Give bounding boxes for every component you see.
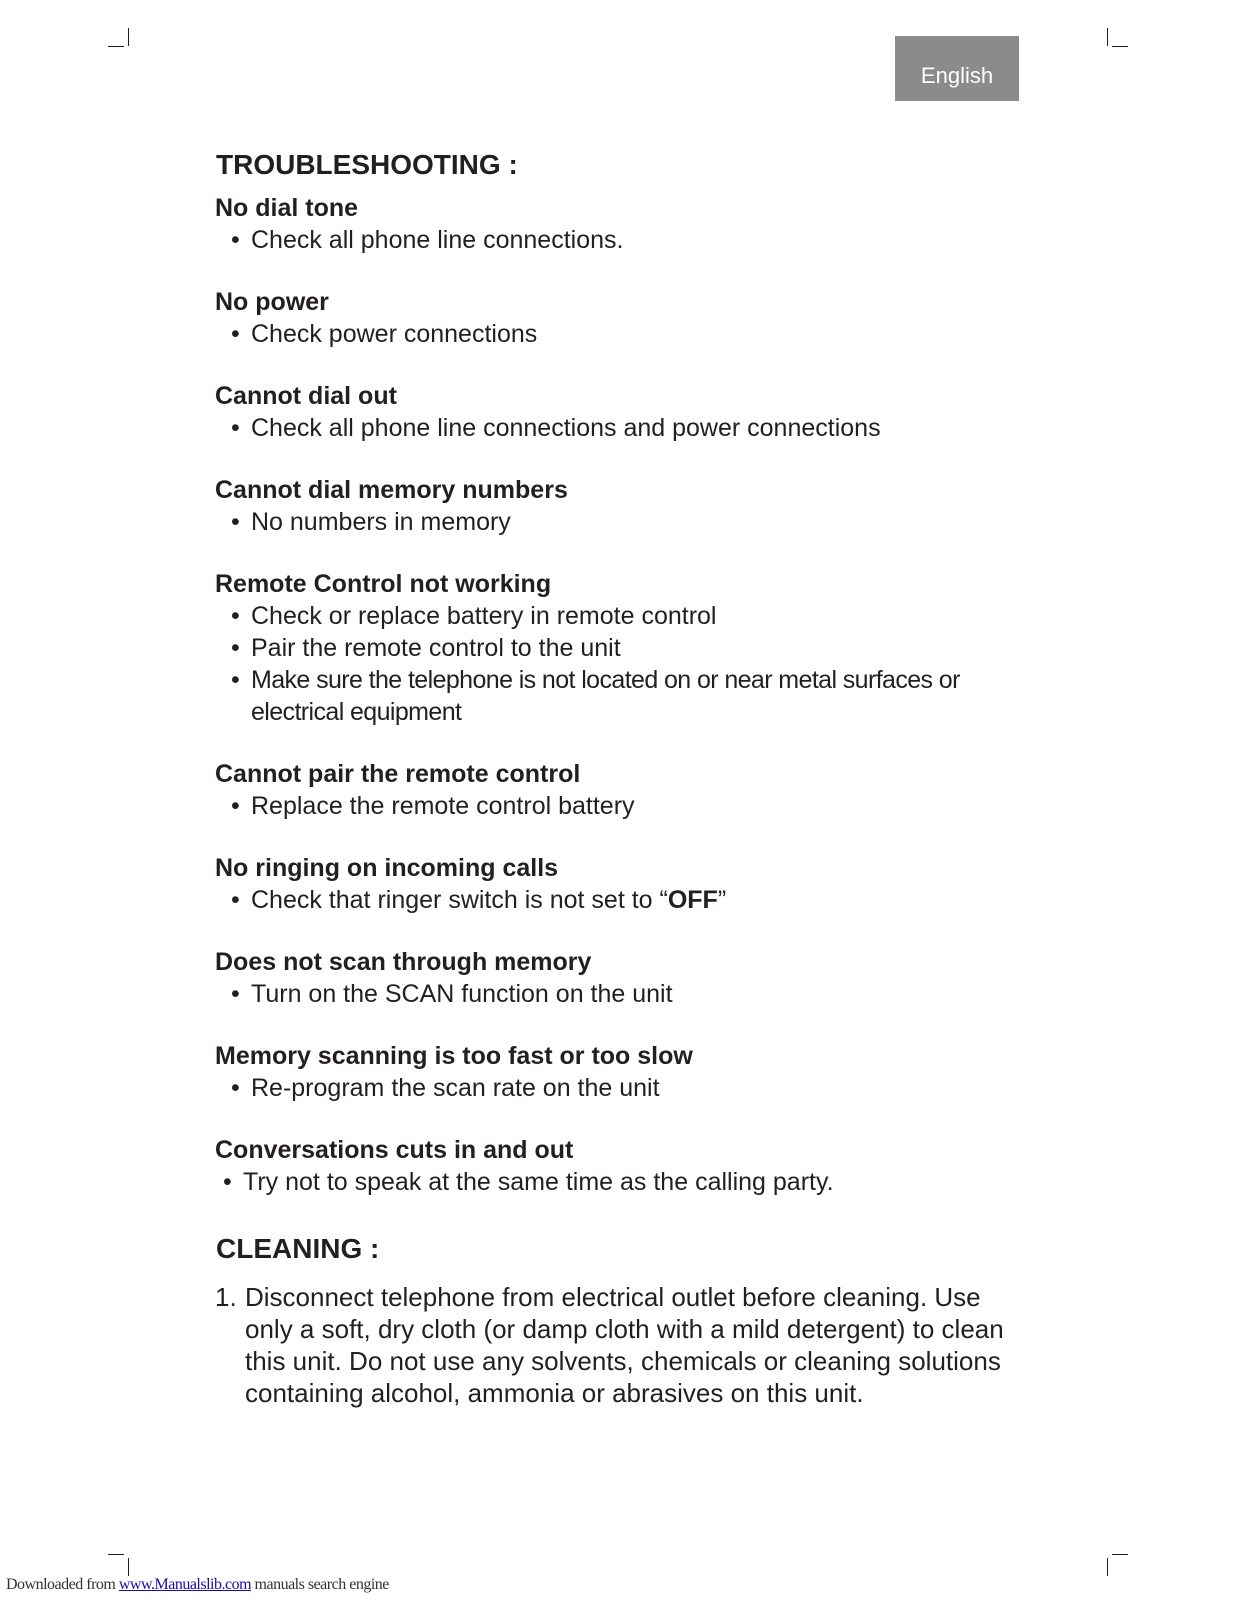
troubleshooting-section [215, 1134, 1035, 1198]
bullet-item: • Make sure the telephone is not located on or near metal surfaces or electrical equipment [231, 664, 1035, 728]
troubleshooting-section [215, 852, 1035, 916]
bullet-item: • Replace the remote control battery [231, 790, 1035, 822]
troubleshooting-section [215, 568, 1035, 728]
page-content [215, 147, 1035, 1409]
troubleshooting-section [215, 758, 1035, 822]
manualslib-link[interactable]: www.Manualslib.com [118, 1576, 252, 1593]
bullet-item: • Turn on the SCAN function on the unit [231, 978, 1035, 1010]
section-title: Memory scanning is too fast or too slow [215, 1042, 693, 1070]
bullet-list [215, 318, 1035, 350]
section-title: Conversations cuts in and out [215, 1136, 574, 1164]
footer-suffix: manuals search engine [251, 1576, 389, 1593]
section-title: No power [215, 288, 329, 316]
bullet-list [215, 978, 1035, 1010]
crop-mark-bottom-left-v [128, 1558, 129, 1576]
crop-mark-top-left-v [128, 28, 129, 46]
bullet-text-after: ” [717, 886, 727, 914]
bullet-item: • Pair the remote control to the unit [231, 632, 1035, 664]
bullet-list [215, 1166, 1035, 1198]
section-title: Does not scan through memory [215, 948, 592, 976]
section-title: Cannot pair the remote control [215, 760, 581, 788]
bullet-list [215, 412, 1035, 444]
troubleshooting-section [215, 946, 1035, 1010]
bullet-list [215, 1072, 1035, 1104]
bullet-text-before: Check that ringer switch is not set to “ [251, 886, 668, 914]
off-setting-label: OFF [667, 886, 718, 914]
section-title: Remote Control not working [215, 570, 552, 598]
section-title: Cannot dial out [215, 382, 397, 410]
troubleshooting-sections [215, 192, 1035, 1198]
troubleshooting-section [215, 192, 1035, 256]
step-text: Disconnect telephone from electrical outlet before cleaning. Use only a soft, dry cloth (or damp cloth with a mild detergent) to clean this unit. Do not use any solvents, chemicals or cleaning solutions containing alcohol, ammonia or abrasives on this unit. [245, 1282, 1004, 1408]
crop-mark-bottom-left-h [108, 1554, 124, 1555]
bullet-item: • Check power connections [231, 318, 1035, 350]
bullet-list [215, 506, 1035, 538]
troubleshooting-section [215, 1040, 1035, 1104]
bullet-item: • Try not to speak at the same time as the calling party. [223, 1166, 1035, 1198]
download-footer [6, 1576, 389, 1594]
cleaning-heading: CLEANING : [216, 1233, 380, 1264]
bullet-list [215, 600, 1035, 728]
bullet-list [215, 790, 1035, 822]
crop-mark-bottom-right-h [1112, 1554, 1128, 1555]
bullet-item: • Re-program the scan rate on the unit [231, 1072, 1035, 1104]
troubleshooting-section [215, 380, 1035, 444]
bullet-item: • Check all phone line connections and power connections [231, 412, 1035, 444]
troubleshooting-section [215, 474, 1035, 538]
bullet-item: • Check or replace battery in remote control [231, 600, 1035, 632]
troubleshooting-heading: TROUBLESHOOTING : [216, 149, 518, 180]
footer-prefix: Downloaded from [6, 1576, 119, 1593]
crop-mark-bottom-right-v [1107, 1558, 1108, 1576]
crop-mark-top-left-h [108, 46, 124, 47]
bullet-item: • No numbers in memory [231, 506, 1035, 538]
section-title: Cannot dial memory numbers [215, 476, 568, 504]
section-title: No ringing on incoming calls [215, 854, 559, 882]
section-title: No dial tone [215, 194, 359, 222]
step-number: 1. [215, 1282, 237, 1312]
bullet-item [231, 884, 1035, 916]
crop-mark-top-right-v [1107, 28, 1108, 46]
language-tab: English [895, 36, 1019, 101]
cleaning-list [215, 1281, 1035, 1409]
bullet-item: • Check all phone line connections. [231, 224, 1035, 256]
crop-mark-top-right-h [1112, 46, 1128, 47]
cleaning-step [215, 1281, 1035, 1409]
bullet-list [215, 884, 1035, 916]
bullet-list [215, 224, 1035, 256]
troubleshooting-section [215, 286, 1035, 350]
